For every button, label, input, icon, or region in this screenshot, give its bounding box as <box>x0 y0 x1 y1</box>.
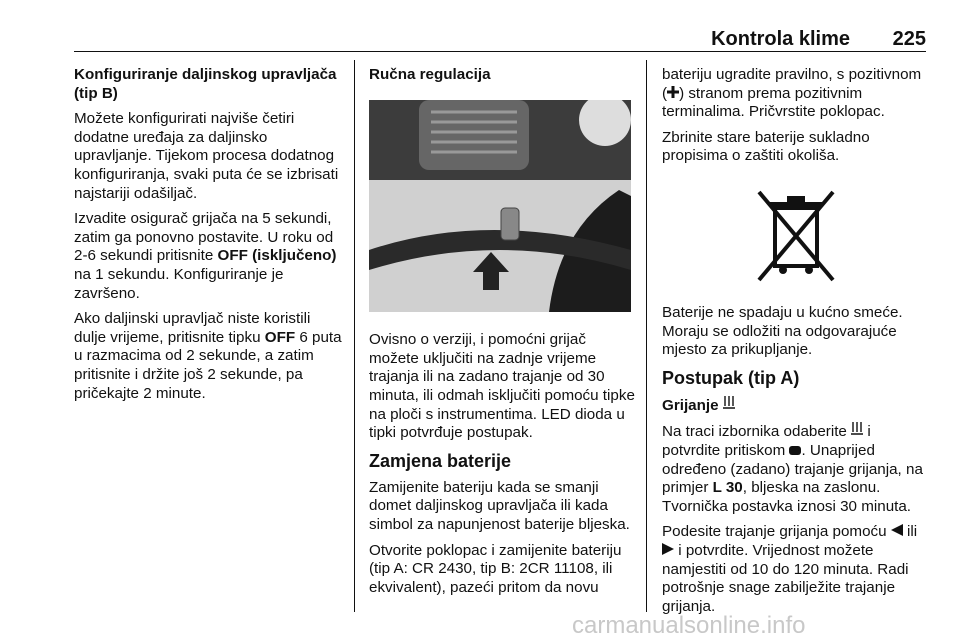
section-heading: Ručna regulacija <box>369 66 491 83</box>
heating-icon <box>851 422 863 436</box>
section-heading: Konfiguriranje daljinskog upravljača (tip B) <box>74 66 337 102</box>
paragraph: Ovisno o verziji, i pomoćni grijač možete uključiti na zadnje vrijeme trajanja ili na zadano trajanje od 30 minuta, ili odmah isključiti pomoću tipke na ploči s instrumentima. LED dioda u tipki potvrđuje postupak. <box>369 331 635 442</box>
column-2 <box>369 66 635 604</box>
dashboard-photo <box>369 100 631 312</box>
paragraph: Ako daljinski upravljač niste koristili dulje vrijeme, pritisnite tipku OFF 6 puta u razmacima od 2 sekunde, a zatim pritisnite i držite još 2 sekunde, pa pričekajte 2 minute. <box>74 310 342 402</box>
paragraph: Možete konfigurirati najviše četiri dodatne uređaja za daljinsko upravljanje. Tijekom procesa dodatnog konfiguriranja, svaki puta će se izbrisati najstariji odašiljač. <box>74 110 339 202</box>
plus-icon <box>667 86 679 98</box>
header-rule <box>74 51 926 52</box>
paragraph: bateriju ugradite pravilno, s pozitivnom ( ) stranom prema pozitivnim terminalima. Pričvrstite poklopac. <box>662 66 922 121</box>
left-arrow-icon <box>891 524 903 536</box>
section-heading: Zamjena baterije <box>369 450 512 471</box>
right-arrow-icon <box>662 543 674 555</box>
paragraph: Baterije ne spadaju u kućno smeće. Moraju se odložiti na odgovarajuće mjesto za prikupljanje. <box>662 303 903 359</box>
paragraph: Otvorite poklopac i zamijenite bateriju (tip A: CR 2430, tip B: 2CR 11108, ili ekvivalent), pazeći pritom da novu <box>369 541 622 596</box>
paragraph: Podesite trajanje grijanja pomoću ili i potvrdite. Vrijednost možete namjestiti od 10 do 120 minuta. Radi potrošnje snage zabilježite trajanje grijanja. <box>662 523 918 615</box>
subsection-heading: Grijanje <box>662 396 930 416</box>
page-title: Kontrola klime <box>711 28 850 50</box>
paragraph: Na traci izbornika odaberite i potvrdite pritiskom . Unaprijed određeno (zadano) trajanje grijanja, na primjer L 30, bljeska na zaslonu. Tvornička postavka iznosi 30 minuta. <box>662 423 923 515</box>
page-header <box>74 22 926 50</box>
crossed-bin-icon <box>753 186 839 286</box>
page-number: 225 <box>892 28 926 50</box>
paragraph: Zbrinite stare baterije sukladno propisima o zaštiti okoliša. <box>662 128 870 165</box>
watermark: carmanualsonline.info <box>572 612 806 639</box>
button-icon <box>789 446 801 455</box>
column-1 <box>74 66 344 410</box>
column-divider <box>646 60 647 612</box>
column-3 <box>662 66 930 623</box>
column-divider <box>354 60 355 612</box>
paragraph: Izvadite osigurač grijača na 5 sekundi, zatim ga ponovno postavite. U roku od 2-6 sekundi pritisnite OFF (isključeno) na 1 sekundu. Konfiguriranje je završeno. <box>74 210 337 302</box>
heating-icon <box>723 396 735 410</box>
section-heading: Postupak (tip A) <box>662 367 800 388</box>
paragraph: Zamijenite bateriju kada se smanji domet daljinskog upravljača ili kada simbol za napunjenost baterije bljeska. <box>369 478 630 533</box>
